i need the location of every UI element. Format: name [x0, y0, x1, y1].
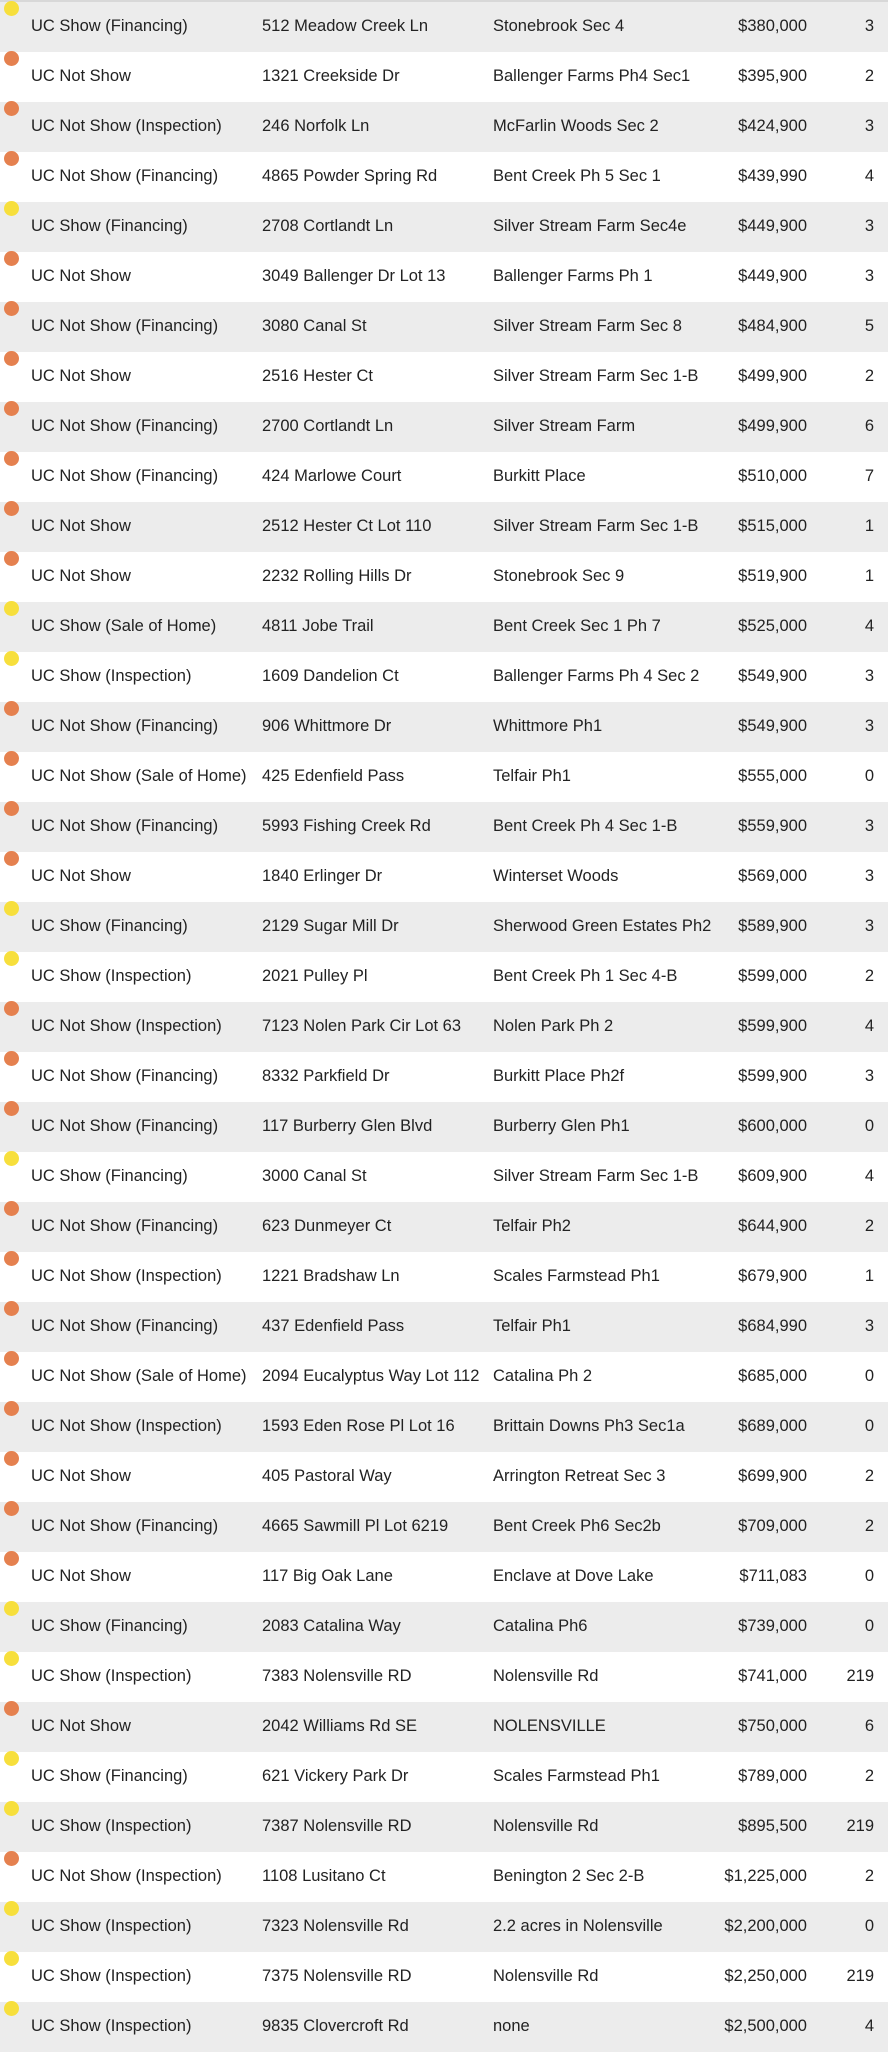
- address-cell: 3049 Ballenger Dr Lot 13: [262, 267, 446, 285]
- status-cell: UC Not Show: [31, 1467, 131, 1485]
- subdivision-cell: Nolensville Rd: [493, 1667, 599, 1685]
- status-cell: UC Not Show (Inspection): [31, 1867, 222, 1885]
- address-cell: 621 Vickery Park Dr: [262, 1767, 409, 1785]
- price-cell: $499,900: [738, 367, 807, 385]
- subdivision-cell: Whittmore Ph1: [493, 717, 603, 735]
- status-cell: UC Show (Financing): [31, 17, 188, 35]
- address-cell: 4665 Sawmill Pl Lot 6219: [262, 1517, 449, 1535]
- status-dot-icon: [4, 701, 19, 716]
- subdivision-cell: Bent Creek Ph6 Sec2b: [493, 1517, 661, 1535]
- status-dot-icon: [4, 401, 19, 416]
- subdivision-cell: Silver Stream Farm Sec 1-B: [493, 517, 699, 535]
- price-cell: $895,500: [738, 1817, 807, 1835]
- price-cell: $449,900: [738, 217, 807, 235]
- status-dot-icon: [4, 1301, 19, 1316]
- status-cell: UC Show (Inspection): [31, 1967, 192, 1985]
- table-row[interactable]: [0, 1002, 888, 1052]
- subdivision-cell: Ballenger Farms Ph4 Sec1: [493, 67, 691, 85]
- subdivision-cell: none: [493, 2017, 530, 2035]
- subdivision-cell: Arrington Retreat Sec 3: [493, 1467, 666, 1485]
- table-row[interactable]: [0, 1652, 888, 1702]
- status-dot-icon: [4, 751, 19, 766]
- days-cell: 2: [864, 1217, 874, 1235]
- table-row[interactable]: [0, 352, 888, 402]
- table-row[interactable]: [0, 1602, 888, 1652]
- days-cell: 2: [864, 67, 874, 85]
- price-cell: $689,000: [738, 1417, 807, 1435]
- table-row[interactable]: [0, 652, 888, 702]
- status-cell: UC Show (Financing): [31, 917, 188, 935]
- table-row[interactable]: [0, 1952, 888, 2002]
- address-cell: 1593 Eden Rose Pl Lot 16: [262, 1417, 455, 1435]
- table-row[interactable]: [0, 2002, 888, 2052]
- status-cell: UC Show (Inspection): [31, 667, 192, 685]
- address-cell: 5993 Fishing Creek Rd: [262, 817, 431, 835]
- status-dot-icon: [4, 901, 19, 916]
- address-cell: 1221 Bradshaw Ln: [262, 1267, 400, 1285]
- status-dot-icon: [4, 1501, 19, 1516]
- days-cell: 3: [864, 717, 874, 735]
- subdivision-cell: NOLENSVILLE: [493, 1717, 606, 1735]
- status-dot-icon: [4, 251, 19, 266]
- subdivision-cell: Telfair Ph1: [493, 767, 571, 785]
- days-cell: 1: [864, 517, 874, 535]
- price-cell: $2,200,000: [724, 1917, 807, 1935]
- price-cell: $644,900: [738, 1217, 807, 1235]
- price-cell: $609,900: [738, 1167, 807, 1185]
- price-cell: $515,000: [738, 517, 807, 535]
- address-cell: 246 Norfolk Ln: [262, 117, 370, 135]
- status-dot-icon: [4, 2001, 19, 2016]
- status-dot-icon: [4, 1401, 19, 1416]
- address-cell: 7383 Nolensville RD: [262, 1667, 412, 1685]
- price-cell: $589,900: [738, 917, 807, 935]
- status-dot-icon: [4, 1551, 19, 1566]
- subdivision-cell: Winterset Woods: [493, 867, 619, 885]
- days-cell: 6: [864, 417, 874, 435]
- address-cell: 2516 Hester Ct: [262, 367, 373, 385]
- status-cell: UC Not Show (Financing): [31, 317, 219, 335]
- days-cell: 2: [864, 967, 874, 985]
- status-dot-icon: [4, 351, 19, 366]
- days-cell: 3: [864, 667, 874, 685]
- table-row[interactable]: [0, 1052, 888, 1102]
- days-cell: 4: [864, 167, 874, 185]
- price-cell: $499,900: [738, 417, 807, 435]
- days-cell: 0: [864, 1417, 874, 1435]
- status-cell: UC Not Show: [31, 1717, 131, 1735]
- days-cell: 0: [864, 767, 874, 785]
- days-cell: 2: [864, 367, 874, 385]
- table-row[interactable]: [0, 1552, 888, 1602]
- days-cell: 3: [864, 817, 874, 835]
- subdivision-cell: Scales Farmstead Ph1: [493, 1767, 660, 1785]
- address-cell: 3000 Canal St: [262, 1167, 367, 1185]
- table-row[interactable]: [0, 1452, 888, 1502]
- table-row[interactable]: [0, 952, 888, 1002]
- days-cell: 3: [864, 867, 874, 885]
- table-row[interactable]: [0, 1502, 888, 1552]
- price-cell: $600,000: [738, 1117, 807, 1135]
- status-dot-icon: [4, 51, 19, 66]
- status-cell: UC Not Show (Financing): [31, 167, 219, 185]
- address-cell: 512 Meadow Creek Ln: [262, 17, 429, 35]
- subdivision-cell: Ballenger Farms Ph 1: [493, 267, 653, 285]
- price-cell: $599,000: [738, 967, 807, 985]
- table-row[interactable]: [0, 1252, 888, 1302]
- price-cell: $395,900: [738, 67, 807, 85]
- status-dot-icon: [4, 301, 19, 316]
- days-cell: 3: [864, 1317, 874, 1335]
- table-row[interactable]: [0, 1152, 888, 1202]
- status-cell: UC Not Show (Sale of Home): [31, 767, 247, 785]
- status-cell: UC Show (Financing): [31, 217, 188, 235]
- address-cell: 623 Dunmeyer Ct: [262, 1217, 392, 1235]
- subdivision-cell: Silver Stream Farm Sec 8: [493, 317, 682, 335]
- days-cell: 6: [864, 1717, 874, 1735]
- status-dot-icon: [4, 951, 19, 966]
- table-row[interactable]: [0, 452, 888, 502]
- days-cell: 0: [864, 1117, 874, 1135]
- price-cell: $510,000: [738, 467, 807, 485]
- address-cell: 2129 Sugar Mill Dr: [262, 917, 399, 935]
- days-cell: 3: [864, 17, 874, 35]
- subdivision-cell: Brittain Downs Ph3 Sec1a: [493, 1417, 685, 1435]
- table-row[interactable]: [0, 602, 888, 652]
- days-cell: 3: [864, 117, 874, 135]
- price-cell: $685,000: [738, 1367, 807, 1385]
- table-row[interactable]: [0, 752, 888, 802]
- days-cell: 219: [846, 1667, 874, 1685]
- price-cell: $380,000: [738, 17, 807, 35]
- status-cell: UC Not Show (Financing): [31, 1217, 219, 1235]
- price-cell: $739,000: [738, 1617, 807, 1635]
- status-dot-icon: [4, 1901, 19, 1916]
- days-cell: 219: [846, 1817, 874, 1835]
- subdivision-cell: 2.2 acres in Nolensville: [493, 1917, 663, 1935]
- status-cell: UC Not Show (Financing): [31, 467, 219, 485]
- price-cell: $449,900: [738, 267, 807, 285]
- address-cell: 1840 Erlinger Dr: [262, 867, 383, 885]
- status-cell: UC Not Show (Inspection): [31, 1267, 222, 1285]
- subdivision-cell: Nolensville Rd: [493, 1967, 599, 1985]
- subdivision-cell: Telfair Ph1: [493, 1317, 571, 1335]
- table-row[interactable]: [0, 252, 888, 302]
- subdivision-cell: Ballenger Farms Ph 4 Sec 2: [493, 667, 700, 685]
- price-cell: $424,900: [738, 117, 807, 135]
- address-cell: 2708 Cortlandt Ln: [262, 217, 394, 235]
- table-row[interactable]: [0, 302, 888, 352]
- subdivision-cell: Silver Stream Farm Sec 1-B: [493, 1167, 699, 1185]
- status-cell: UC Not Show (Financing): [31, 417, 219, 435]
- subdivision-cell: Bent Creek Ph 5 Sec 1: [493, 167, 661, 185]
- address-cell: 405 Pastoral Way: [262, 1467, 392, 1485]
- status-dot-icon: [4, 1451, 19, 1466]
- days-cell: 219: [846, 1967, 874, 1985]
- days-cell: 3: [864, 917, 874, 935]
- price-cell: $711,083: [739, 1567, 807, 1585]
- address-cell: 2042 Williams Rd SE: [262, 1717, 417, 1735]
- subdivision-cell: Nolensville Rd: [493, 1817, 599, 1835]
- subdivision-cell: Silver Stream Farm Sec 1-B: [493, 367, 699, 385]
- subdivision-cell: Burkitt Place Ph2f: [493, 1067, 625, 1085]
- price-cell: $569,000: [738, 867, 807, 885]
- subdivision-cell: Bent Creek Ph 4 Sec 1-B: [493, 817, 678, 835]
- subdivision-cell: Bent Creek Ph 1 Sec 4-B: [493, 967, 678, 985]
- price-cell: $599,900: [738, 1017, 807, 1035]
- subdivision-cell: Benington 2 Sec 2-B: [493, 1867, 645, 1885]
- table-row[interactable]: [0, 1202, 888, 1252]
- address-cell: 7323 Nolensville Rd: [262, 1917, 409, 1935]
- table-row[interactable]: [0, 102, 888, 152]
- price-cell: $549,900: [738, 717, 807, 735]
- status-cell: UC Not Show (Financing): [31, 1117, 219, 1135]
- status-cell: UC Not Show: [31, 267, 131, 285]
- table-row[interactable]: [0, 202, 888, 252]
- price-cell: $2,500,000: [724, 2017, 807, 2035]
- status-dot-icon: [4, 851, 19, 866]
- table-row[interactable]: [0, 52, 888, 102]
- price-cell: $684,990: [738, 1317, 807, 1335]
- subdivision-cell: Nolen Park Ph 2: [493, 1017, 614, 1035]
- days-cell: 1: [864, 1267, 874, 1285]
- address-cell: 2021 Pulley Pl: [262, 967, 368, 985]
- price-cell: $559,900: [738, 817, 807, 835]
- table-row[interactable]: [0, 852, 888, 902]
- status-cell: UC Not Show (Inspection): [31, 1017, 222, 1035]
- status-cell: UC Not Show: [31, 67, 131, 85]
- status-dot-icon: [4, 501, 19, 516]
- status-cell: UC Not Show (Inspection): [31, 117, 222, 135]
- address-cell: 7375 Nolensville RD: [262, 1967, 412, 1985]
- subdivision-cell: Burberry Glen Ph1: [493, 1117, 630, 1135]
- status-dot-icon: [4, 451, 19, 466]
- price-cell: $2,250,000: [724, 1967, 807, 1985]
- status-dot-icon: [4, 601, 19, 616]
- price-cell: $679,900: [738, 1267, 807, 1285]
- status-cell: UC Show (Sale of Home): [31, 617, 217, 635]
- days-cell: 0: [864, 1617, 874, 1635]
- status-dot-icon: [4, 1001, 19, 1016]
- price-cell: $555,000: [738, 767, 807, 785]
- status-dot-icon: [4, 1351, 19, 1366]
- status-cell: UC Not Show (Financing): [31, 1517, 219, 1535]
- status-cell: UC Not Show (Financing): [31, 1317, 219, 1335]
- table-row[interactable]: [0, 1802, 888, 1852]
- days-cell: 0: [864, 1917, 874, 1935]
- subdivision-cell: McFarlin Woods Sec 2: [493, 117, 659, 135]
- address-cell: 4865 Powder Spring Rd: [262, 167, 438, 185]
- status-cell: UC Not Show (Financing): [31, 717, 219, 735]
- days-cell: 3: [864, 1067, 874, 1085]
- table-row[interactable]: [0, 902, 888, 952]
- days-cell: 2: [864, 1517, 874, 1535]
- address-cell: 4811 Jobe Trail: [262, 617, 374, 635]
- address-cell: 437 Edenfield Pass: [262, 1317, 405, 1335]
- status-cell: UC Not Show: [31, 867, 131, 885]
- price-cell: $549,900: [738, 667, 807, 685]
- address-cell: 906 Whittmore Dr: [262, 717, 392, 735]
- table-row[interactable]: [0, 152, 888, 202]
- address-cell: 1321 Creekside Dr: [262, 67, 400, 85]
- table-row[interactable]: [0, 1302, 888, 1352]
- status-dot-icon: [4, 651, 19, 666]
- status-dot-icon: [4, 1601, 19, 1616]
- status-cell: UC Show (Inspection): [31, 2017, 192, 2035]
- table-row[interactable]: [0, 502, 888, 552]
- status-cell: UC Show (Financing): [31, 1617, 188, 1635]
- price-cell: $699,900: [738, 1467, 807, 1485]
- status-dot-icon: [4, 1651, 19, 1666]
- price-cell: $439,990: [738, 167, 807, 185]
- subdivision-cell: Scales Farmstead Ph1: [493, 1267, 660, 1285]
- subdivision-cell: Enclave at Dove Lake: [493, 1567, 654, 1585]
- days-cell: 3: [864, 267, 874, 285]
- address-cell: 2232 Rolling Hills Dr: [262, 567, 412, 585]
- price-cell: $750,000: [738, 1717, 807, 1735]
- address-cell: 7123 Nolen Park Cir Lot 63: [262, 1017, 462, 1035]
- address-cell: 7387 Nolensville RD: [262, 1817, 412, 1835]
- status-dot-icon: [4, 1251, 19, 1266]
- subdivision-cell: Telfair Ph2: [493, 1217, 571, 1235]
- address-cell: 1609 Dandelion Ct: [262, 667, 399, 685]
- status-cell: UC Show (Financing): [31, 1167, 188, 1185]
- status-cell: UC Not Show: [31, 567, 131, 585]
- days-cell: 4: [864, 2017, 874, 2035]
- subdivision-cell: Silver Stream Farm: [493, 417, 636, 435]
- table-row[interactable]: [0, 1352, 888, 1402]
- status-dot-icon: [4, 1051, 19, 1066]
- subdivision-cell: Stonebrook Sec 9: [493, 567, 625, 585]
- status-dot-icon: [4, 1, 19, 16]
- status-dot-icon: [4, 151, 19, 166]
- subdivision-cell: Bent Creek Sec 1 Ph 7: [493, 617, 661, 635]
- status-dot-icon: [4, 101, 19, 116]
- status-cell: UC Not Show (Financing): [31, 1067, 219, 1085]
- days-cell: 2: [864, 1867, 874, 1885]
- price-cell: $741,000: [738, 1667, 807, 1685]
- table-row[interactable]: [0, 1852, 888, 1902]
- status-dot-icon: [4, 551, 19, 566]
- subdivision-cell: Burkitt Place: [493, 467, 586, 485]
- days-cell: 2: [864, 1467, 874, 1485]
- address-cell: 2083 Catalina Way: [262, 1617, 401, 1635]
- status-cell: UC Show (Inspection): [31, 1667, 192, 1685]
- status-dot-icon: [4, 1151, 19, 1166]
- table-row[interactable]: [0, 552, 888, 602]
- price-cell: $599,900: [738, 1067, 807, 1085]
- days-cell: 7: [864, 467, 874, 485]
- days-cell: 2: [864, 1767, 874, 1785]
- address-cell: 117 Burberry Glen Blvd: [262, 1117, 433, 1135]
- address-cell: 424 Marlowe Court: [262, 467, 402, 485]
- price-cell: $525,000: [738, 617, 807, 635]
- table-row[interactable]: [0, 1752, 888, 1802]
- status-cell: UC Not Show: [31, 1567, 131, 1585]
- status-dot-icon: [4, 1801, 19, 1816]
- status-dot-icon: [4, 1951, 19, 1966]
- status-dot-icon: [4, 1851, 19, 1866]
- table-row[interactable]: [0, 402, 888, 452]
- table-row[interactable]: [0, 1102, 888, 1152]
- status-dot-icon: [4, 1701, 19, 1716]
- subdivision-cell: Stonebrook Sec 4: [493, 17, 625, 35]
- price-cell: $789,000: [738, 1767, 807, 1785]
- address-cell: 425 Edenfield Pass: [262, 767, 405, 785]
- status-dot-icon: [4, 1101, 19, 1116]
- days-cell: 0: [864, 1567, 874, 1585]
- status-cell: UC Not Show (Financing): [31, 817, 219, 835]
- days-cell: 4: [864, 1017, 874, 1035]
- address-cell: 3080 Canal St: [262, 317, 367, 335]
- address-cell: 8332 Parkfield Dr: [262, 1067, 390, 1085]
- status-cell: UC Not Show: [31, 517, 131, 535]
- address-cell: 1108 Lusitano Ct: [262, 1867, 386, 1885]
- price-cell: $1,225,000: [724, 1867, 807, 1885]
- price-cell: $519,900: [738, 567, 807, 585]
- status-dot-icon: [4, 1201, 19, 1216]
- status-cell: UC Show (Inspection): [31, 1917, 192, 1935]
- subdivision-cell: Silver Stream Farm Sec4e: [493, 217, 687, 235]
- days-cell: 1: [864, 567, 874, 585]
- address-cell: 2512 Hester Ct Lot 110: [262, 517, 432, 535]
- status-cell: UC Not Show (Sale of Home): [31, 1367, 247, 1385]
- status-dot-icon: [4, 1751, 19, 1766]
- subdivision-cell: Catalina Ph6: [493, 1617, 588, 1635]
- table-row[interactable]: [0, 1902, 888, 1952]
- status-cell: UC Show (Inspection): [31, 1817, 192, 1835]
- subdivision-cell: Sherwood Green Estates Ph2: [493, 917, 712, 935]
- table-row[interactable]: [0, 702, 888, 752]
- status-dot-icon: [4, 801, 19, 816]
- price-cell: $484,900: [738, 317, 807, 335]
- status-cell: UC Show (Inspection): [31, 967, 192, 985]
- address-cell: 9835 Clovercroft Rd: [262, 2017, 409, 2035]
- table-row[interactable]: [0, 802, 888, 852]
- address-cell: 117 Big Oak Lane: [262, 1567, 393, 1585]
- table-row[interactable]: [0, 1402, 888, 1452]
- table-row[interactable]: [0, 1702, 888, 1752]
- address-cell: 2700 Cortlandt Ln: [262, 417, 394, 435]
- table-row[interactable]: [0, 2, 888, 52]
- days-cell: 3: [864, 217, 874, 235]
- days-cell: 5: [864, 317, 874, 335]
- status-cell: UC Not Show: [31, 367, 131, 385]
- status-dot-icon: [4, 201, 19, 216]
- address-cell: 2094 Eucalyptus Way Lot 112: [262, 1367, 480, 1385]
- price-cell: $709,000: [738, 1517, 807, 1535]
- status-cell: UC Not Show (Inspection): [31, 1417, 222, 1435]
- days-cell: 4: [864, 617, 874, 635]
- days-cell: 4: [864, 1167, 874, 1185]
- days-cell: 0: [864, 1367, 874, 1385]
- status-cell: UC Show (Financing): [31, 1767, 188, 1785]
- subdivision-cell: Catalina Ph 2: [493, 1367, 593, 1385]
